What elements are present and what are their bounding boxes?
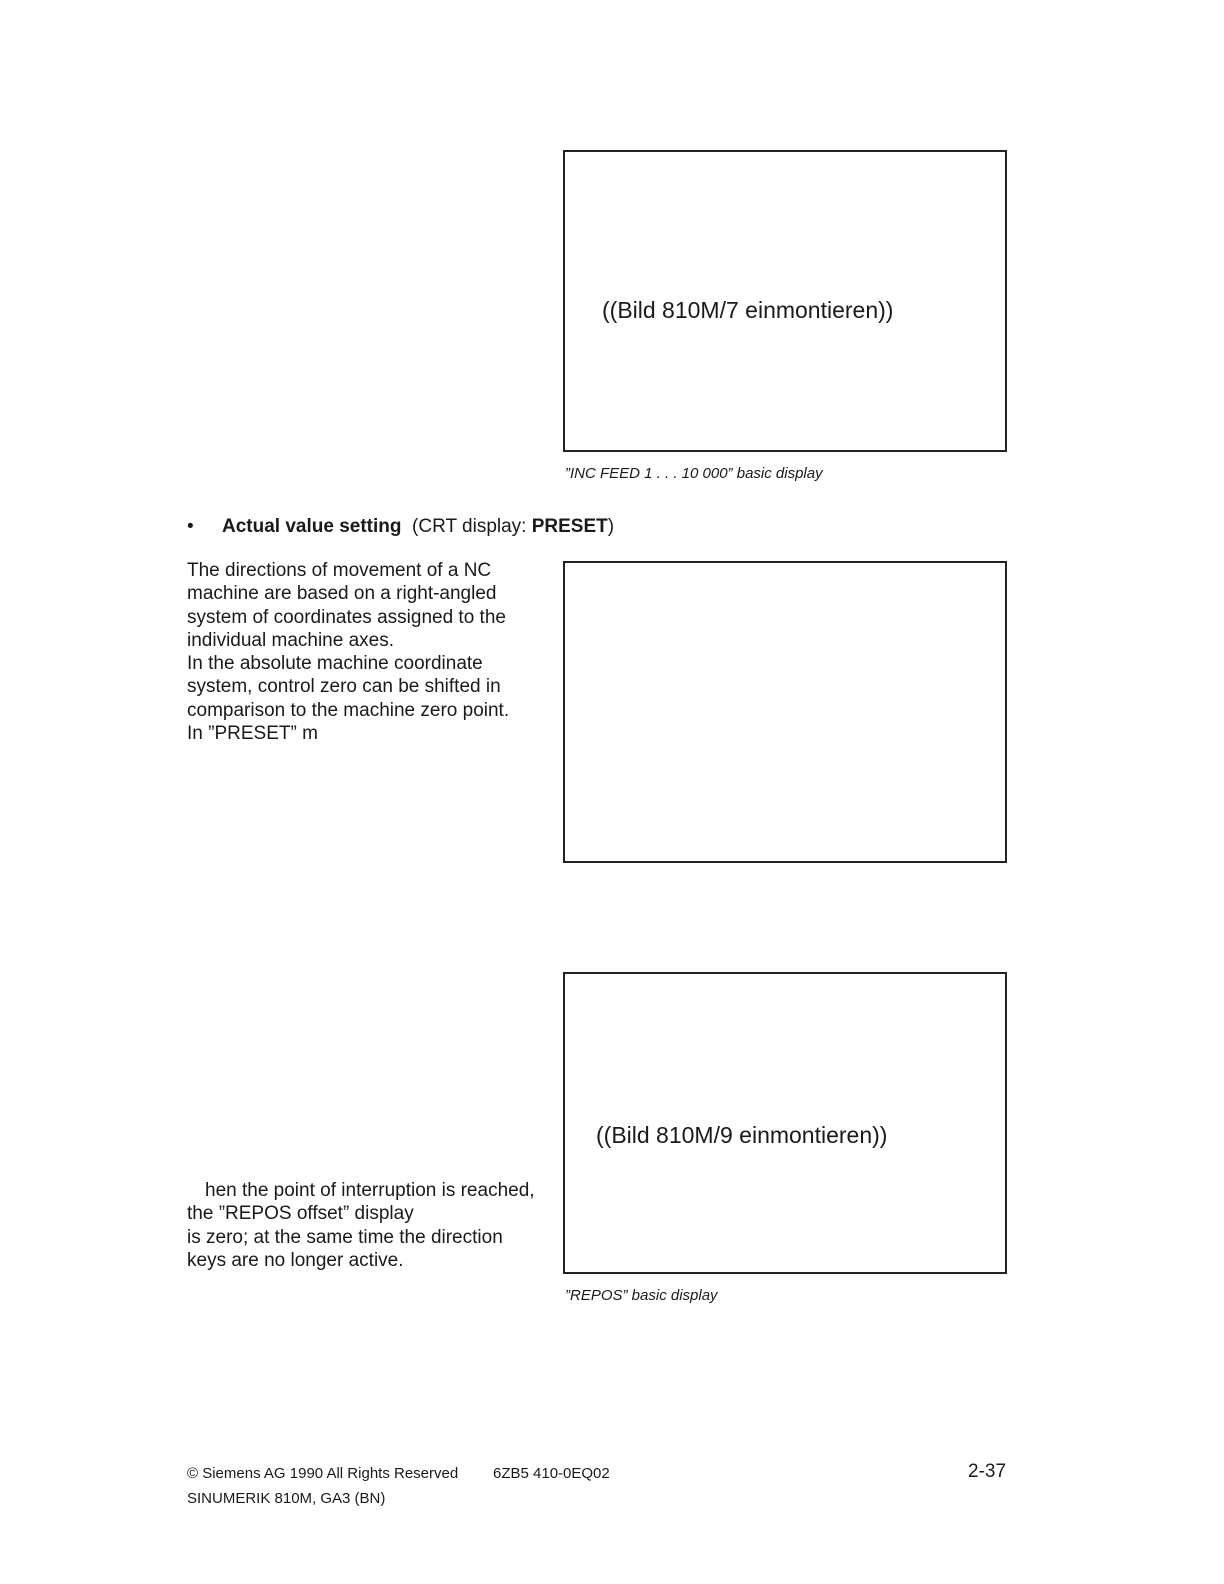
paragraph-line: The directions of movement of a NC (187, 560, 492, 581)
paragraph-line: In ”PRESET” m (187, 723, 318, 745)
paragraph-line: machine are based on a right-angled (187, 583, 497, 605)
page-number: 2-37 (968, 1461, 1007, 1482)
figure-caption-repos: ”REPOS” basic display (565, 1287, 718, 1304)
section-heading-crt-value: PRESET (531, 516, 608, 537)
paragraph-preset (187, 559, 509, 745)
paragraph-line: system of coordinates assigned to the (187, 606, 506, 628)
section-heading-crt-suffix: ) (607, 516, 615, 537)
figure-frame-preset (563, 561, 1007, 863)
paragraph-line: individual machine axes. (187, 629, 395, 651)
section-heading-crt-prefix: (CRT display: (401, 516, 532, 537)
section-heading (187, 516, 614, 538)
figure-placeholder-bild-7: ((Bild 810M/7 einmontieren)) (602, 297, 894, 323)
footer-order-number: 6ZB5 410-0EQ02 (493, 1465, 610, 1482)
figure-placeholder-bild-9: ((Bild 810M/9 einmontieren)) (596, 1122, 888, 1148)
paragraph-line: is zero; at the same time the direction (187, 1226, 503, 1248)
bullet-icon: • (187, 516, 194, 537)
paragraph-line: system, control zero can be shifted in (187, 676, 501, 698)
paragraph-line: hen the point of interruption is reached, (205, 1180, 535, 1201)
paragraph-line: keys are no longer active. (187, 1249, 404, 1271)
footer-product: SINUMERIK 810M, GA3 (BN) (187, 1490, 386, 1507)
paragraph-line: the ”REPOS offset” display (187, 1203, 414, 1225)
paragraph-line: In the absolute machine coordinate (187, 653, 483, 675)
paragraph-repos (187, 1179, 535, 1272)
figure-caption-inc-feed: ”INC FEED 1 . . . 10 000” basic display (565, 465, 823, 482)
paragraph-line: comparison to the machine zero point. (187, 699, 510, 721)
footer-copyright: © Siemens AG 1990 All Rights Reserved (187, 1465, 459, 1482)
section-heading-title: Actual value setting (222, 516, 402, 537)
